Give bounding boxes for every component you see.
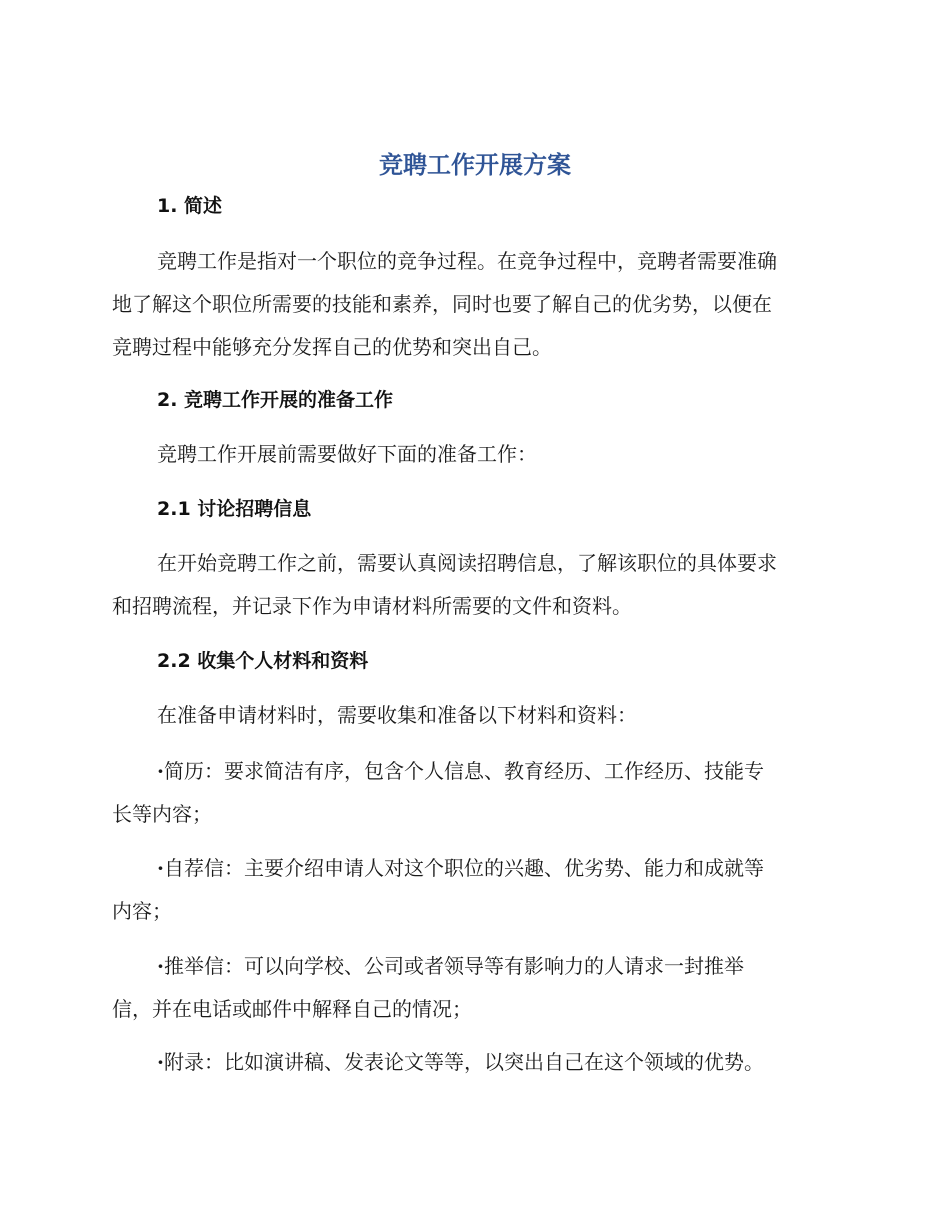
paragraph-line: 竞聘过程中能够充分发挥自己的优势和突出自己。 [112, 335, 552, 359]
paragraph-line: 竞聘工作是指对一个职位的竞争过程。在竞争过程中，竞聘者需要准确 [157, 249, 777, 273]
list-item [112, 945, 832, 1031]
bullet-icon: · [157, 1050, 164, 1074]
paragraph-line: 竞聘工作开展前需要做好下面的准备工作： [157, 442, 537, 466]
section-1-paragraph [112, 240, 832, 369]
paragraph-line: 和招聘流程，并记录下作为申请材料所需要的文件和资料。 [112, 594, 632, 618]
list-item-text: 推举信：可以向学校、公司或者领导等有影响力的人请求一封推举 [163, 954, 744, 978]
list-item-line: 长等内容； [112, 802, 212, 826]
bullet-icon: · [157, 759, 164, 783]
document-title: 竞聘工作开展方案 [379, 151, 571, 179]
list-item-text: 简历：要求简洁有序，包含个人信息、教育经历、工作经历、技能专 [163, 759, 764, 783]
list-item-line: 信，并在电话或邮件中解释自己的情况； [112, 997, 472, 1021]
list-item [112, 1041, 832, 1084]
section-heading-2-1: 2.1 讨论招聘信息 [157, 498, 312, 520]
list-item-line [112, 1041, 832, 1084]
section-heading-1: 1. 简述 [157, 195, 223, 217]
list-item [112, 750, 832, 836]
section-2-intro [112, 433, 832, 476]
section-heading-2-2: 2.2 收集个人材料和资料 [157, 650, 369, 672]
list-item-line: 内容； [112, 899, 172, 923]
list-item-line [112, 945, 832, 988]
list-item-text: 附录：比如演讲稿、发表论文等等，以突出自己在这个领域的优势。 [163, 1050, 764, 1074]
list-item-text: 自荐信：主要介绍申请人对这个职位的兴趣、优劣势、能力和成就等 [163, 856, 764, 880]
list-item-line [112, 847, 832, 890]
paragraph-line: 地了解这个职位所需要的技能和素养，同时也要了解自己的优劣势，以便在 [112, 292, 772, 316]
section-2-2-intro [112, 694, 832, 737]
list-item [112, 847, 832, 933]
paragraph-line: 在开始竞聘工作之前，需要认真阅读招聘信息，了解该职位的具体要求 [157, 551, 777, 575]
bullet-icon: · [157, 954, 164, 978]
paragraph-line: 在准备申请材料时，需要收集和准备以下材料和资料： [157, 703, 637, 727]
list-item-line [112, 750, 832, 793]
section-2-1-paragraph [112, 542, 832, 628]
bullet-icon: · [157, 856, 164, 880]
section-heading-2: 2. 竞聘工作开展的准备工作 [157, 389, 394, 411]
